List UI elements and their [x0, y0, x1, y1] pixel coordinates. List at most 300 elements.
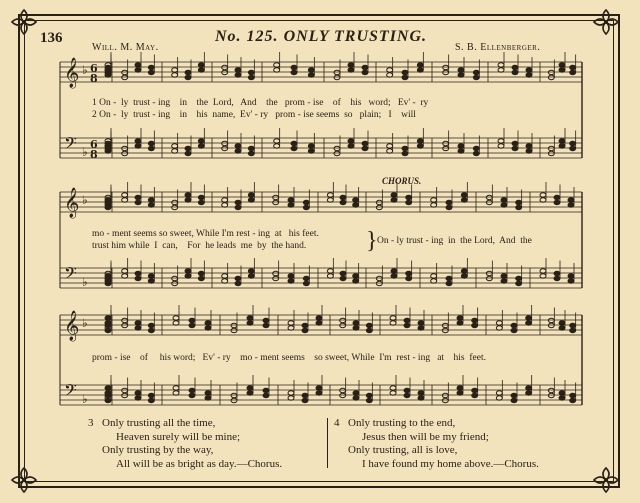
notehead — [231, 328, 237, 332]
notehead — [570, 398, 576, 402]
notehead — [568, 274, 574, 278]
notehead — [308, 149, 314, 153]
notehead — [198, 63, 204, 67]
notehead — [417, 68, 423, 72]
lyrics-verse1-line2: mo - ment seems so sweet, While I'm rest - ing at his feet. — [92, 229, 319, 239]
notehead — [458, 144, 464, 148]
flat-sign-icon: ♭ — [82, 316, 88, 330]
notehead — [148, 279, 154, 283]
notehead — [348, 144, 354, 148]
notehead — [303, 276, 309, 280]
notehead — [231, 393, 237, 397]
notehead — [402, 146, 408, 150]
hymn-title-text: ONLY TRUSTING. — [283, 28, 428, 45]
chorus-lyrics-line2: prom - ise of his word; Ev' - ry mo - ment seems so sweet, While I'm rest - ing at his feet. — [92, 353, 486, 363]
notehead — [461, 198, 467, 202]
notehead — [302, 328, 308, 332]
notehead — [486, 200, 492, 204]
notehead — [148, 398, 154, 402]
lyrics-brace: } — [366, 228, 378, 254]
notehead — [263, 323, 269, 327]
notehead — [231, 323, 237, 327]
notehead — [417, 63, 423, 67]
treble-clef-icon: 𝄞 — [64, 311, 80, 341]
notehead — [472, 318, 478, 322]
notehead — [273, 271, 279, 275]
notehead — [390, 391, 396, 395]
notehead — [554, 276, 560, 280]
notehead — [198, 144, 204, 148]
notehead — [274, 63, 280, 67]
notehead — [105, 73, 111, 77]
notehead — [316, 386, 322, 390]
notehead — [172, 68, 178, 72]
notehead — [548, 388, 554, 392]
notehead — [222, 65, 228, 69]
notehead — [135, 326, 141, 330]
time-signature: 8 — [90, 148, 98, 161]
notehead — [461, 274, 467, 278]
lyricist-credit: Will. M. May. — [92, 42, 159, 53]
notehead — [222, 279, 228, 283]
flat-sign-icon: ♭ — [82, 145, 88, 159]
composer-credit: S. B. Ellenberger. — [455, 42, 541, 53]
notehead — [105, 386, 111, 390]
notehead — [457, 321, 463, 325]
notehead — [540, 274, 546, 278]
notehead — [122, 193, 128, 197]
notehead — [105, 149, 111, 153]
notehead — [205, 396, 211, 400]
notehead — [559, 139, 565, 143]
notehead — [548, 146, 554, 150]
bass-clef-icon: 𝄢 — [64, 133, 77, 157]
notehead — [105, 328, 111, 332]
notehead — [526, 316, 532, 320]
notehead — [288, 396, 294, 400]
notehead — [404, 388, 410, 392]
stanza-number: 4 — [334, 417, 340, 429]
notehead — [473, 75, 479, 79]
notehead — [548, 151, 554, 155]
notehead — [148, 203, 154, 207]
notehead — [512, 141, 518, 145]
notehead — [458, 73, 464, 77]
notehead — [122, 269, 128, 273]
notehead — [362, 146, 368, 150]
notehead — [417, 139, 423, 143]
notehead — [273, 276, 279, 280]
notehead — [148, 70, 154, 74]
notehead — [105, 398, 111, 402]
notehead — [334, 75, 340, 79]
notehead — [274, 68, 280, 72]
notehead — [198, 276, 204, 280]
notehead — [443, 146, 449, 150]
notehead — [472, 393, 478, 397]
notehead — [526, 321, 532, 325]
notehead — [391, 269, 397, 273]
notehead — [511, 328, 517, 332]
notehead — [303, 205, 309, 209]
notehead — [105, 281, 111, 285]
notehead — [185, 146, 191, 150]
notehead — [362, 70, 368, 74]
notehead — [446, 276, 452, 280]
notehead — [105, 205, 111, 209]
stanza-divider — [327, 418, 328, 468]
notehead — [526, 73, 532, 77]
notehead — [570, 393, 576, 397]
notehead — [418, 326, 424, 330]
notehead — [288, 198, 294, 202]
notehead — [185, 274, 191, 278]
notehead — [205, 391, 211, 395]
notehead — [273, 195, 279, 199]
notehead — [135, 321, 141, 325]
notehead — [340, 323, 346, 327]
notehead — [366, 393, 372, 397]
notehead — [406, 276, 412, 280]
notehead — [122, 75, 128, 79]
notehead — [402, 70, 408, 74]
notehead — [387, 149, 393, 153]
notehead — [198, 139, 204, 143]
notehead — [391, 274, 397, 278]
notehead — [353, 279, 359, 283]
notehead — [570, 146, 576, 150]
notehead — [122, 323, 128, 327]
notehead — [443, 141, 449, 145]
notehead — [442, 393, 448, 397]
notehead — [235, 205, 241, 209]
notehead — [148, 198, 154, 202]
notehead — [198, 200, 204, 204]
notehead — [516, 205, 522, 209]
notehead — [247, 321, 253, 325]
lyrics-verse1-line1: 1 On - ly trust - ing in the Lord, And the prom - ise of his word; Ev' - ry — [92, 98, 429, 108]
notehead — [570, 141, 576, 145]
notehead — [248, 193, 254, 197]
notehead — [559, 321, 565, 325]
notehead — [173, 316, 179, 320]
notehead — [496, 396, 502, 400]
notehead — [559, 326, 565, 330]
notehead — [105, 200, 111, 204]
notehead — [431, 279, 437, 283]
notehead — [458, 149, 464, 153]
notehead — [418, 391, 424, 395]
notehead — [501, 198, 507, 202]
notehead — [122, 388, 128, 392]
notehead — [431, 198, 437, 202]
notehead — [526, 391, 532, 395]
notehead — [303, 200, 309, 204]
notehead — [376, 276, 382, 280]
notehead — [173, 386, 179, 390]
notehead — [473, 146, 479, 150]
bass-clef-icon: 𝄢 — [64, 263, 77, 287]
notehead — [390, 316, 396, 320]
notehead — [248, 274, 254, 278]
notehead — [340, 318, 346, 322]
notehead — [353, 274, 359, 278]
notehead — [222, 146, 228, 150]
notehead — [554, 271, 560, 275]
notehead — [235, 281, 241, 285]
notehead — [498, 139, 504, 143]
notehead — [198, 271, 204, 275]
notehead — [105, 391, 111, 395]
notehead — [235, 200, 241, 204]
notehead — [443, 70, 449, 74]
notehead — [348, 139, 354, 143]
notehead — [273, 200, 279, 204]
notehead — [222, 203, 228, 207]
notehead — [105, 316, 111, 320]
notehead — [457, 391, 463, 395]
notehead — [353, 326, 359, 330]
notehead — [387, 68, 393, 72]
notehead — [417, 144, 423, 148]
notehead — [353, 391, 359, 395]
stanza-line: Only trusting all the time, — [102, 417, 216, 429]
notehead — [148, 141, 154, 145]
notehead — [189, 318, 195, 322]
chorus-label: CHORUS. — [382, 176, 422, 186]
notehead — [568, 198, 574, 202]
notehead — [248, 75, 254, 79]
notehead — [340, 388, 346, 392]
notehead — [135, 200, 141, 204]
notehead — [353, 198, 359, 202]
notehead — [559, 63, 565, 67]
notehead — [486, 276, 492, 280]
notehead — [559, 391, 565, 395]
notehead — [511, 323, 517, 327]
notehead — [135, 396, 141, 400]
notehead — [172, 73, 178, 77]
notehead — [387, 144, 393, 148]
notehead — [288, 274, 294, 278]
notehead — [302, 393, 308, 397]
time-signature: 6 — [90, 62, 98, 75]
notehead — [308, 144, 314, 148]
notehead — [235, 68, 241, 72]
notehead — [559, 396, 565, 400]
notehead — [540, 193, 546, 197]
notehead — [291, 141, 297, 145]
notehead — [512, 146, 518, 150]
notehead — [511, 398, 517, 402]
notehead — [148, 274, 154, 278]
notehead — [461, 269, 467, 273]
notehead — [498, 144, 504, 148]
notehead — [327, 274, 333, 278]
notehead — [122, 70, 128, 74]
notehead — [135, 63, 141, 67]
stanza-4 — [334, 417, 539, 471]
notehead — [135, 271, 141, 275]
notehead — [122, 393, 128, 397]
notehead — [247, 316, 253, 320]
bass-clef-icon: 𝄢 — [64, 380, 77, 404]
notehead — [274, 139, 280, 143]
notehead — [443, 65, 449, 69]
notehead — [189, 393, 195, 397]
stanza-3 — [88, 417, 283, 471]
notehead — [473, 151, 479, 155]
notehead — [526, 149, 532, 153]
notehead — [222, 70, 228, 74]
stanza-line: Heaven surely will be mine; — [116, 430, 241, 443]
notehead — [122, 146, 128, 150]
notehead — [235, 73, 241, 77]
notehead — [235, 149, 241, 153]
notehead — [526, 386, 532, 390]
notehead — [540, 269, 546, 273]
notehead — [135, 139, 141, 143]
notehead — [288, 279, 294, 283]
notehead — [148, 146, 154, 150]
notehead — [148, 393, 154, 397]
notehead — [526, 68, 532, 72]
lyrics-verse2-line1: 2 On - ly trust - ing in his name, Ev' - ry prom - ise seems so plain; I will — [92, 110, 416, 120]
notehead — [431, 203, 437, 207]
notehead — [548, 323, 554, 327]
notehead — [172, 149, 178, 153]
notehead — [486, 271, 492, 275]
notehead — [446, 281, 452, 285]
notehead — [274, 144, 280, 148]
stanza-line: I have found my home above.—Chorus. — [362, 457, 539, 470]
notehead — [340, 200, 346, 204]
notehead — [302, 323, 308, 327]
notehead — [316, 391, 322, 395]
notehead — [366, 323, 372, 327]
notehead — [353, 321, 359, 325]
chorus-lyrics-line1: On - ly trust - ing in the Lord, And the — [377, 236, 532, 246]
notehead — [334, 151, 340, 155]
notehead — [316, 316, 322, 320]
notehead — [222, 274, 228, 278]
notehead — [404, 323, 410, 327]
notehead — [498, 68, 504, 72]
stanza-number: 3 — [88, 417, 94, 429]
notehead — [431, 274, 437, 278]
notehead — [418, 321, 424, 325]
notehead — [376, 281, 382, 285]
notehead — [205, 326, 211, 330]
notehead — [173, 391, 179, 395]
notehead — [442, 328, 448, 332]
notehead — [291, 70, 297, 74]
notehead — [327, 269, 333, 273]
time-signature: 6 — [90, 138, 98, 151]
notehead — [387, 73, 393, 77]
notehead — [390, 386, 396, 390]
notehead — [135, 391, 141, 395]
notehead — [172, 276, 178, 280]
notehead — [247, 391, 253, 395]
notehead — [348, 68, 354, 72]
notehead — [568, 203, 574, 207]
notehead — [457, 386, 463, 390]
notehead — [308, 73, 314, 77]
notehead — [554, 200, 560, 204]
notehead — [548, 318, 554, 322]
notehead — [548, 393, 554, 397]
notehead — [288, 326, 294, 330]
notehead — [235, 276, 241, 280]
notehead — [122, 151, 128, 155]
notehead — [247, 386, 253, 390]
notehead — [362, 65, 368, 69]
notehead — [446, 205, 452, 209]
notehead — [472, 323, 478, 327]
treble-clef-icon: 𝄞 — [64, 188, 80, 218]
notehead — [288, 203, 294, 207]
notehead — [135, 144, 141, 148]
notehead — [446, 200, 452, 204]
notehead — [486, 195, 492, 199]
notehead — [461, 193, 467, 197]
notehead — [327, 193, 333, 197]
notehead — [540, 198, 546, 202]
notehead — [366, 398, 372, 402]
notehead — [185, 198, 191, 202]
stanza-line: Jesus then will be my friend; — [362, 430, 489, 443]
notehead — [263, 393, 269, 397]
stanza-line: Only trusting to the end, — [348, 417, 456, 429]
notehead — [353, 203, 359, 207]
notehead — [442, 323, 448, 327]
notehead — [334, 146, 340, 150]
notehead — [340, 393, 346, 397]
notehead — [390, 321, 396, 325]
notehead — [402, 151, 408, 155]
notehead — [548, 70, 554, 74]
notehead — [189, 388, 195, 392]
notehead — [511, 393, 517, 397]
notehead — [122, 274, 128, 278]
notehead — [391, 198, 397, 202]
notehead — [105, 321, 111, 325]
notehead — [559, 144, 565, 148]
notehead — [316, 321, 322, 325]
notehead — [135, 68, 141, 72]
notehead — [231, 398, 237, 402]
notehead — [172, 281, 178, 285]
notehead — [198, 195, 204, 199]
notehead — [135, 276, 141, 280]
notehead — [122, 198, 128, 202]
notehead — [122, 318, 128, 322]
notehead — [516, 281, 522, 285]
notehead — [568, 279, 574, 283]
treble-clef-icon: 𝄞 — [64, 58, 80, 88]
notehead — [198, 68, 204, 72]
notehead — [248, 70, 254, 74]
notehead — [291, 65, 297, 69]
notehead — [406, 200, 412, 204]
page-number: 136 — [40, 30, 63, 46]
notehead — [496, 391, 502, 395]
notehead — [402, 75, 408, 79]
notehead — [570, 70, 576, 74]
notehead — [172, 200, 178, 204]
notehead — [148, 323, 154, 327]
